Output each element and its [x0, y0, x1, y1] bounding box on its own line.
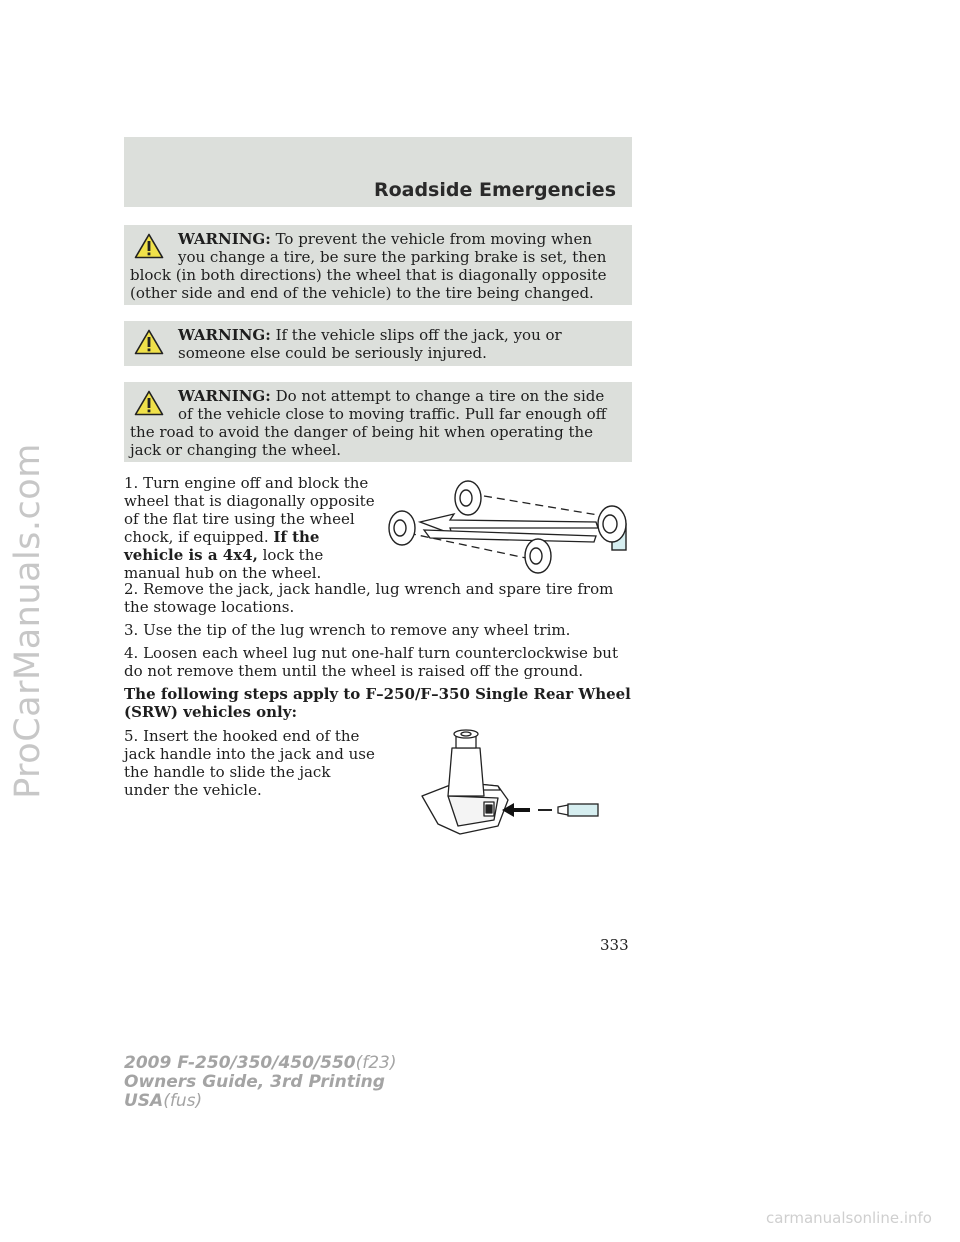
- page-title: Roadside Emergencies: [373, 179, 616, 201]
- section-header: [124, 137, 632, 207]
- warning-box-1: [124, 225, 632, 305]
- step-1: 1. Turn engine off and block the wheel that is diagonally opposite of the flat tire using the wheel chock, if equipped. If the vehicle is a 4x4, lock the manual hub on the wheel.: [124, 474, 375, 582]
- step-4: 4. Loosen each wheel lug nut one-half turn counterclockwise but do not remove them until the wheel is raised off the ground.: [124, 644, 618, 680]
- footer-imprint: 2009 F-250/350/450/550(f23) Owners Guide, 3rd Printing USA(fus): [124, 1053, 397, 1111]
- warning-text: If the vehicle slips off the jack, you or someone else could be seriously injured.: [178, 326, 562, 362]
- page-number: 333: [600, 936, 629, 954]
- step-2: 2. Remove the jack, jack handle, lug wrench and spare tire from the stowage locations.: [124, 580, 614, 616]
- jack-handle-diagram: [418, 728, 604, 840]
- warning-text: To prevent the vehicle from moving when you change a tire, be sure the parking brake is set, then block (in both directions) the wheel that is diagonally opposite (other side and end of the vehicle) to the tire being changed.: [130, 230, 607, 302]
- warning-label: WARNING:: [178, 230, 271, 248]
- step-5: 5. Insert the hooked end of the jack handle into the jack and use the handle to slide the jack under the vehicle.: [124, 727, 375, 799]
- step-3: 3. Use the tip of the lug wrench to remove any wheel trim.: [124, 621, 571, 639]
- warning-triangle-icon: [134, 329, 164, 355]
- warning-triangle-icon: [134, 233, 164, 259]
- warning-label: WARNING:: [178, 387, 271, 405]
- warning-box-3: [124, 382, 632, 462]
- srw-heading: The following steps apply to F–250/F–350 Single Rear Wheel (SRW) vehicles only:: [124, 685, 631, 721]
- wheel-chock-diagram: [384, 478, 636, 578]
- warning-box-2: [124, 321, 632, 366]
- side-watermark: ProCarManuals.com: [8, 443, 49, 799]
- warning-triangle-icon: [134, 390, 164, 416]
- warning-text: Do not attempt to change a tire on the side of the vehicle close to moving traffic. Pull far enough off the road to avoid the danger of being hit when operating the jack or changing the wheel.: [130, 387, 607, 459]
- bottom-watermark: carmanualsonline.info: [766, 1209, 932, 1227]
- warning-label: WARNING:: [178, 326, 271, 344]
